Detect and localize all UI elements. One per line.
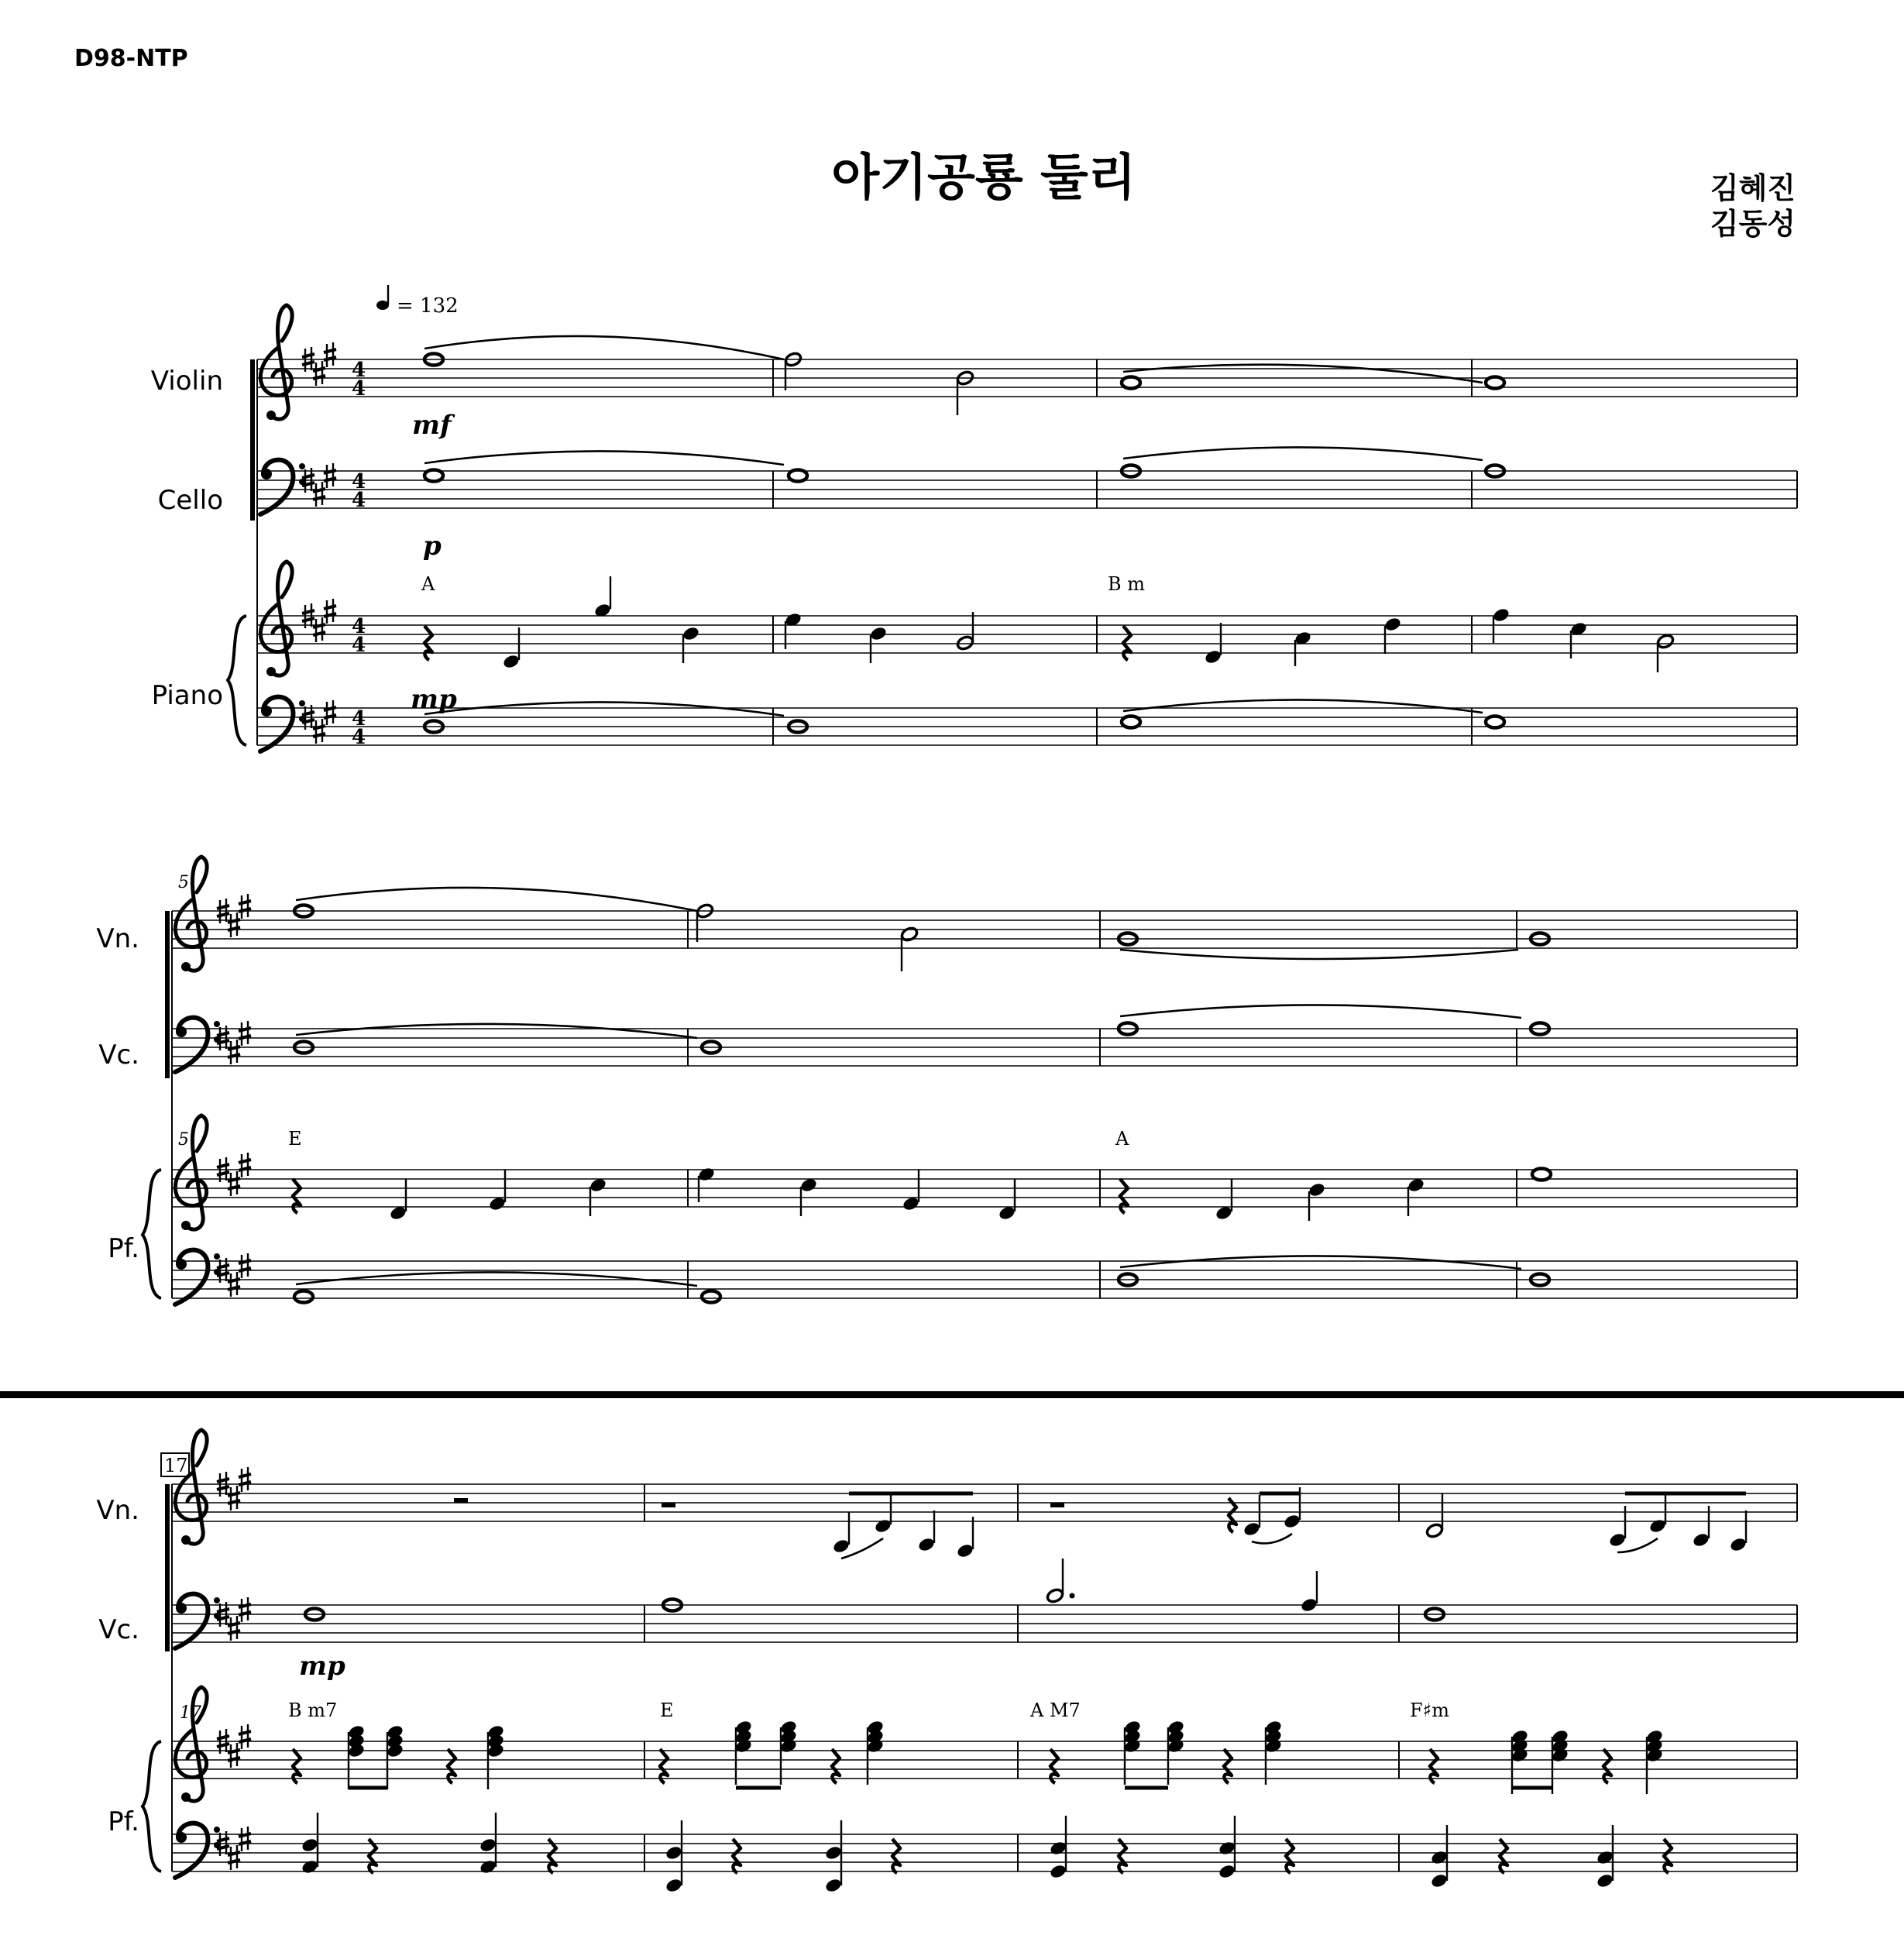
whole-note xyxy=(424,470,443,482)
measure-number: 5 xyxy=(178,1130,189,1150)
treble-clef xyxy=(260,305,292,420)
chord-symbol: A xyxy=(1115,1128,1129,1150)
quarter-note xyxy=(1596,1849,1614,1865)
measure-number: 5 xyxy=(178,873,189,892)
piano-brace xyxy=(143,1741,161,1871)
bass-clef xyxy=(175,1823,220,1878)
sharp-accidental xyxy=(324,463,336,488)
sharp-accidental xyxy=(239,1724,251,1749)
quarter-note xyxy=(869,625,888,641)
sharp-accidental xyxy=(228,1616,240,1641)
sharp-accidental xyxy=(324,700,336,725)
half-note xyxy=(1656,633,1675,649)
quarter-note xyxy=(479,1837,497,1853)
bass-clef xyxy=(175,1250,220,1304)
quarter-note xyxy=(824,1877,843,1893)
quarter-note xyxy=(1492,607,1510,623)
chord-symbol: E xyxy=(288,1128,302,1150)
sharp-accidental xyxy=(239,1253,251,1278)
quarter-rest xyxy=(1123,626,1131,660)
slur xyxy=(1123,365,1483,383)
time-signature-bottom: 4 xyxy=(352,726,366,749)
slur xyxy=(1123,699,1483,713)
sharp-accidental xyxy=(228,1171,240,1196)
quarter-note xyxy=(1242,1521,1261,1537)
sharp-accidental xyxy=(324,342,336,367)
whole-note xyxy=(1486,377,1504,389)
sharp-accidental xyxy=(239,1021,251,1046)
whole-note xyxy=(1122,377,1140,389)
quarter-note xyxy=(1692,1531,1710,1548)
quarter-note xyxy=(1204,648,1222,665)
dynamic-mp: mp xyxy=(299,1651,345,1682)
dynamic-p: p xyxy=(423,531,442,562)
quarter-rest xyxy=(1120,1179,1128,1213)
whole-note xyxy=(1532,1169,1551,1181)
tempo-marking: = 132 xyxy=(397,294,459,318)
sharp-accidental xyxy=(239,1467,251,1492)
instrument-label-cello: Cello xyxy=(157,485,223,516)
instrument-label-vn: Vn. xyxy=(96,923,139,954)
quarter-note xyxy=(832,1538,851,1554)
tempo-note xyxy=(376,301,389,310)
sharp-accidental xyxy=(313,482,325,507)
chord-symbol: B m7 xyxy=(288,1700,338,1721)
score-layer xyxy=(143,285,1797,1894)
instrument-label-vn: Vn. xyxy=(96,1495,139,1526)
chord-symbol: F♯m xyxy=(1410,1700,1450,1721)
whole-rest xyxy=(454,1498,468,1503)
measure-number-boxed: 17 xyxy=(164,1455,188,1476)
treble-clef xyxy=(260,562,292,676)
half-note xyxy=(956,634,974,651)
sharp-accidental xyxy=(228,1845,240,1870)
treble-clef xyxy=(175,1430,207,1545)
slur xyxy=(424,336,784,359)
time-signature-top: 4 xyxy=(352,707,366,730)
half-note xyxy=(900,926,919,942)
sharp-accidental xyxy=(313,361,325,386)
quarter-note xyxy=(502,653,521,669)
slur xyxy=(1252,1534,1292,1543)
quarter-note xyxy=(301,1837,319,1853)
document-code: D98-NTP xyxy=(74,45,188,72)
time-signature-bottom: 4 xyxy=(352,377,366,400)
time-signature-top: 4 xyxy=(352,615,366,638)
whole-note xyxy=(1486,717,1504,728)
sharp-accidental xyxy=(228,1486,240,1510)
sharp-accidental xyxy=(239,894,251,919)
arranger-name: 김동성 xyxy=(1710,207,1796,241)
quarter-note xyxy=(1648,1517,1667,1534)
whole-note xyxy=(1122,717,1140,728)
chord-symbol: A xyxy=(421,573,435,595)
quarter-note xyxy=(874,1517,892,1534)
slur xyxy=(296,888,697,911)
sharp-accidental xyxy=(313,719,325,744)
chord-symbol: A M7 xyxy=(1030,1700,1081,1721)
slur xyxy=(296,1024,697,1038)
slur xyxy=(1120,950,1518,959)
sharp-accidental xyxy=(228,912,240,937)
quarter-rest xyxy=(293,1179,301,1213)
sharp-accidental xyxy=(228,1040,240,1064)
quarter-note xyxy=(1218,1863,1236,1879)
quarter-note xyxy=(1049,1840,1067,1856)
quarter-note xyxy=(1608,1531,1627,1548)
piano-brace xyxy=(228,616,246,745)
dot xyxy=(1070,1593,1075,1599)
sharp-accidental xyxy=(313,617,325,642)
time-signature-top: 4 xyxy=(352,470,366,493)
composer-name: 김혜진 xyxy=(1710,171,1796,205)
time-signature-bottom: 4 xyxy=(352,634,366,657)
piano-brace xyxy=(143,1170,161,1298)
slur xyxy=(1120,1256,1521,1269)
quarter-rest xyxy=(424,626,432,660)
dynamic-mp: mp xyxy=(411,684,457,715)
chord-symbol: B m xyxy=(1108,573,1146,595)
bass-clef xyxy=(175,1594,220,1648)
half-rest xyxy=(662,1503,675,1507)
slur xyxy=(841,1538,883,1559)
quarter-note xyxy=(824,1844,843,1861)
chord-symbol: E xyxy=(660,1700,674,1721)
slur xyxy=(1120,1005,1521,1018)
bass-clef xyxy=(260,697,305,751)
whole-note xyxy=(789,470,807,482)
quarter-note xyxy=(697,1166,716,1182)
instrument-label-vc: Vc. xyxy=(98,1614,139,1645)
quarter-note xyxy=(665,1844,683,1861)
sharp-accidental xyxy=(239,1153,251,1177)
quarter-note xyxy=(1049,1863,1067,1879)
sharp-accidental xyxy=(324,599,336,624)
slur xyxy=(424,702,784,716)
time-signature-top: 4 xyxy=(352,359,366,382)
slur xyxy=(1123,447,1483,460)
instrument-label-pf: Pf. xyxy=(108,1233,139,1264)
sharp-accidental xyxy=(239,1827,251,1851)
quarter-note xyxy=(1283,1513,1301,1529)
time-signature-bottom: 4 xyxy=(352,489,366,512)
quarter-note xyxy=(665,1877,683,1893)
quarter-note xyxy=(1729,1536,1748,1552)
instrument-label-violin: Violin xyxy=(150,366,223,397)
slur xyxy=(424,451,784,465)
song-title: 아기공룡 둘리 xyxy=(831,150,1136,207)
half-note xyxy=(1425,1522,1444,1538)
quarter-note xyxy=(1430,1872,1449,1889)
whole-note xyxy=(294,1291,313,1303)
sharp-accidental xyxy=(228,1272,240,1297)
quarter-note xyxy=(1430,1849,1449,1865)
instrument-label-vc: Vc. xyxy=(98,1040,139,1071)
instrument-label-piano: Piano xyxy=(151,680,223,711)
quarter-note xyxy=(301,1858,319,1875)
bass-clef xyxy=(175,1018,220,1072)
quarter-note xyxy=(682,625,700,641)
quarter-note xyxy=(917,1536,936,1552)
quarter-note xyxy=(479,1858,497,1875)
quarter-note xyxy=(1596,1872,1614,1889)
quarter-note xyxy=(1308,1181,1326,1198)
whole-note xyxy=(702,1291,720,1303)
instrument-label-pf: Pf. xyxy=(108,1806,139,1837)
bass-clef xyxy=(260,460,305,514)
dynamic-mf: mf xyxy=(412,410,452,441)
quarter-note xyxy=(956,1542,974,1559)
half-rest xyxy=(1050,1503,1064,1507)
sharp-accidental xyxy=(228,1743,240,1768)
quarter-note xyxy=(1300,1596,1318,1613)
sharp-accidental xyxy=(239,1597,251,1622)
quarter-note xyxy=(1383,616,1402,632)
quarter-note xyxy=(1218,1840,1236,1856)
measure-number: 17 xyxy=(180,1703,201,1723)
half-note xyxy=(1046,1587,1064,1603)
